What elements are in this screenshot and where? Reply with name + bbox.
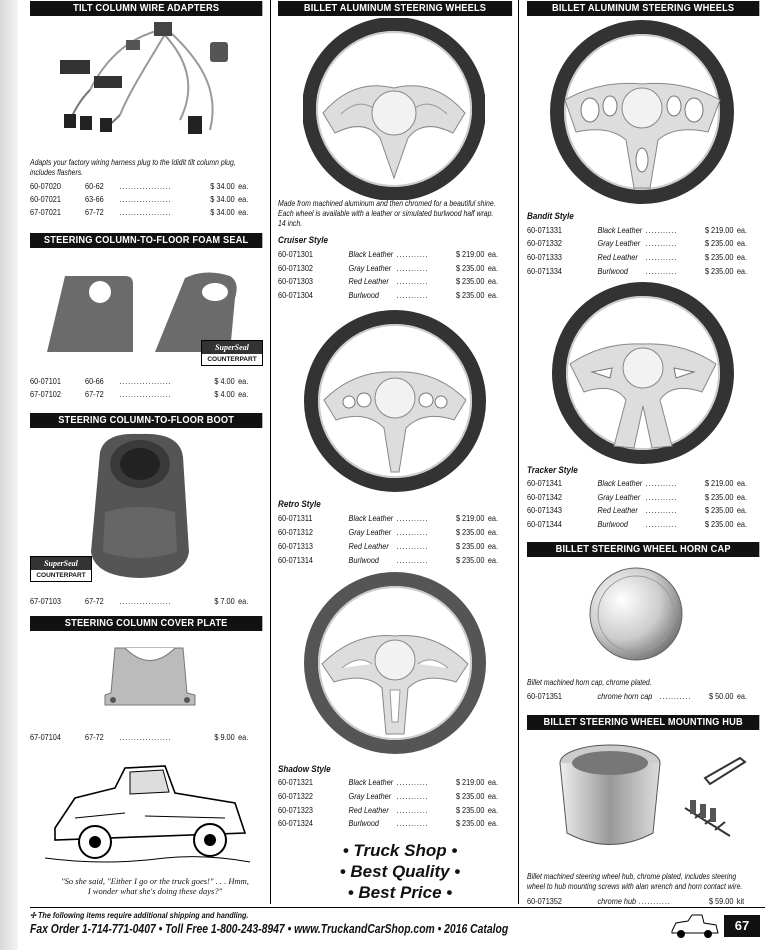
section-header-floor-boot: STEERING COLUMN-TO-FLOOR BOOT [30, 413, 262, 428]
table-row: 60-071324 Burlwood ........... $ 235.00 ea. [278, 818, 499, 828]
style-name-tracker: Tracker Style [527, 465, 578, 475]
page-edge-shadow [0, 0, 18, 950]
section-header-foam-seal: STEERING COLUMN-TO-FLOOR FOAM SEAL [30, 233, 262, 248]
table-row: 60-071334 Burlwood ........... $ 235.00 ea. [527, 266, 748, 276]
table-row: 60-071311 Black Leather ........... $ 219.00 ea. [278, 513, 499, 523]
steering-wheel-tracker-image [552, 282, 734, 464]
table-row: 60-071342 Gray Leather ........... $ 235.00 ea. [527, 492, 748, 502]
column-divider-2 [518, 0, 519, 904]
table-row: 60-071323 Red Leather ........... $ 235.00 ea. [278, 805, 499, 815]
table-row: 60-071344 Burlwood ........... $ 235.00 ea. [527, 519, 748, 529]
table-row: 60-071322 Gray Leather ........... $ 235.00 ea. [278, 791, 499, 801]
truck-logo-icon [668, 913, 720, 939]
page-number: 67 [724, 915, 760, 937]
table-row: 60-071351 chrome horn cap ........... $ 50.00 ea. [527, 691, 748, 701]
tilt-wire-desc: Adapts your factory wiring harness plug to the Ididit tilt column plug, includes flashers. [30, 158, 236, 177]
section-header-wheels-3: BILLET ALUMINUM STEERING WHEELS [527, 1, 759, 16]
table-row: 60-071313 Red Leather ........... $ 235.00 ea. [278, 541, 499, 551]
horn-cap-image [588, 566, 684, 662]
table-row: 60-071352 chrome hub ........... $ 59.00 kit [527, 896, 745, 906]
table-row: 67-07103 67-72 .................. $ 7.00 ea. [30, 596, 249, 606]
slogan-best-quality: • Best Quality • [339, 862, 461, 881]
table-row: 60-071314 Burlwood ........... $ 235.00 ea. [278, 555, 499, 565]
table-row: 60-07101 60-66 .................. $ 4.00 ea. [30, 376, 249, 386]
slogan-truck-shop: • Truck Shop • [342, 841, 458, 860]
section-header-wheels-2: BILLET ALUMINUM STEERING WHEELS [278, 1, 512, 16]
table-row: 60-071302 Gray Leather ........... $ 235.00 ea. [278, 263, 499, 273]
horn-cap-desc: Billet machined horn cap, chrome plated. [527, 678, 652, 687]
slogan-best-price: • Best Price • [347, 883, 453, 902]
shipping-footnote: ✢ The following items require additional shipping and handling. [30, 911, 249, 920]
steering-wheel-retro-image [304, 310, 486, 492]
table-row: 60-07021 63-66 .................. $ 34.00 ea. [30, 194, 249, 204]
footer-contact-line: Fax Order 1-714-771-0407 • Toll Free 1-800-243-8947 • www.TruckandCarShop.com • 2016 Catalog [30, 922, 509, 936]
style-name-cruiser: Cruiser Style [278, 235, 328, 245]
table-row: 60-071343 Red Leather ........... $ 235.00 ea. [527, 505, 748, 515]
wire-adapter-image [60, 20, 250, 140]
column-divider-1 [270, 0, 271, 904]
steering-wheel-bandit-image [550, 20, 735, 205]
table-row: 60-07020 60-62 .................. $ 34.00 ea. [30, 181, 249, 191]
style-name-bandit: Bandit Style [527, 211, 574, 221]
table-row: 60-071341 Black Leather ........... $ 219.00 ea. [527, 478, 748, 488]
table-row: 60-071332 Gray Leather ........... $ 235.00 ea. [527, 238, 748, 248]
style-name-shadow: Shadow Style [278, 764, 331, 774]
hub-adapter-image [555, 738, 755, 860]
table-row: 60-071304 Burlwood ........... $ 235.00 ea. [278, 290, 499, 300]
wheels-desc: Made from machined aluminum and then chromed for a beautiful shine. Each wheel is available with a leather or simulated burlwood half wrap. 14 inch. [278, 199, 496, 228]
table-row: 67-07104 67-72 .................. $ 9.00 ea. [30, 732, 249, 742]
table-row: 67-07102 67-72 .................. $ 4.00 ea. [30, 389, 249, 399]
superseal-badge: SuperSeal COUNTERPART [30, 556, 92, 582]
truck-cartoon-image [45, 758, 255, 870]
cartoon-quote: "So she said, "Either I go or the truck goes!" . . . Hmm, I wonder what she's doing these days?" [61, 876, 249, 896]
section-header-tilt-wire: TILT COLUMN WIRE ADAPTERS [30, 1, 262, 16]
hub-adapter-desc: Billet machined steering wheel hub, chrome plated, includes steering wheel to hub mounting screws with alan wrench and horn contact wire. [527, 872, 743, 891]
table-row: 60-071312 Gray Leather ........... $ 235.00 ea. [278, 527, 499, 537]
table-row: 60-071331 Black Leather ........... $ 219.00 ea. [527, 225, 748, 235]
superseal-badge: SuperSeal COUNTERPART [201, 340, 263, 366]
table-row: 60-071321 Black Leather ........... $ 219.00 ea. [278, 777, 499, 787]
floor-boot-image [85, 432, 195, 582]
section-header-horn-cap: BILLET STEERING WHEEL HORN CAP [527, 542, 759, 557]
style-name-retro: Retro Style [278, 499, 321, 509]
steering-wheel-cruiser-image [303, 18, 485, 200]
table-row: 67-07021 67-72 .................. $ 34.00 ea. [30, 207, 249, 217]
table-row: 60-071333 Red Leather ........... $ 235.00 ea. [527, 252, 748, 262]
cover-plate-image [95, 643, 205, 713]
section-header-hub-adapter: BILLET STEERING WHEEL MOUNTING HUB ADAPTER [527, 715, 759, 730]
table-row: 60-071303 Red Leather ........... $ 235.00 ea. [278, 276, 499, 286]
table-row: 60-071301 Black Leather ........... $ 219.00 ea. [278, 249, 499, 259]
section-header-cover-plate: STEERING COLUMN COVER PLATE [30, 616, 262, 631]
footer-rule [30, 907, 765, 908]
steering-wheel-shadow-image [304, 572, 486, 754]
